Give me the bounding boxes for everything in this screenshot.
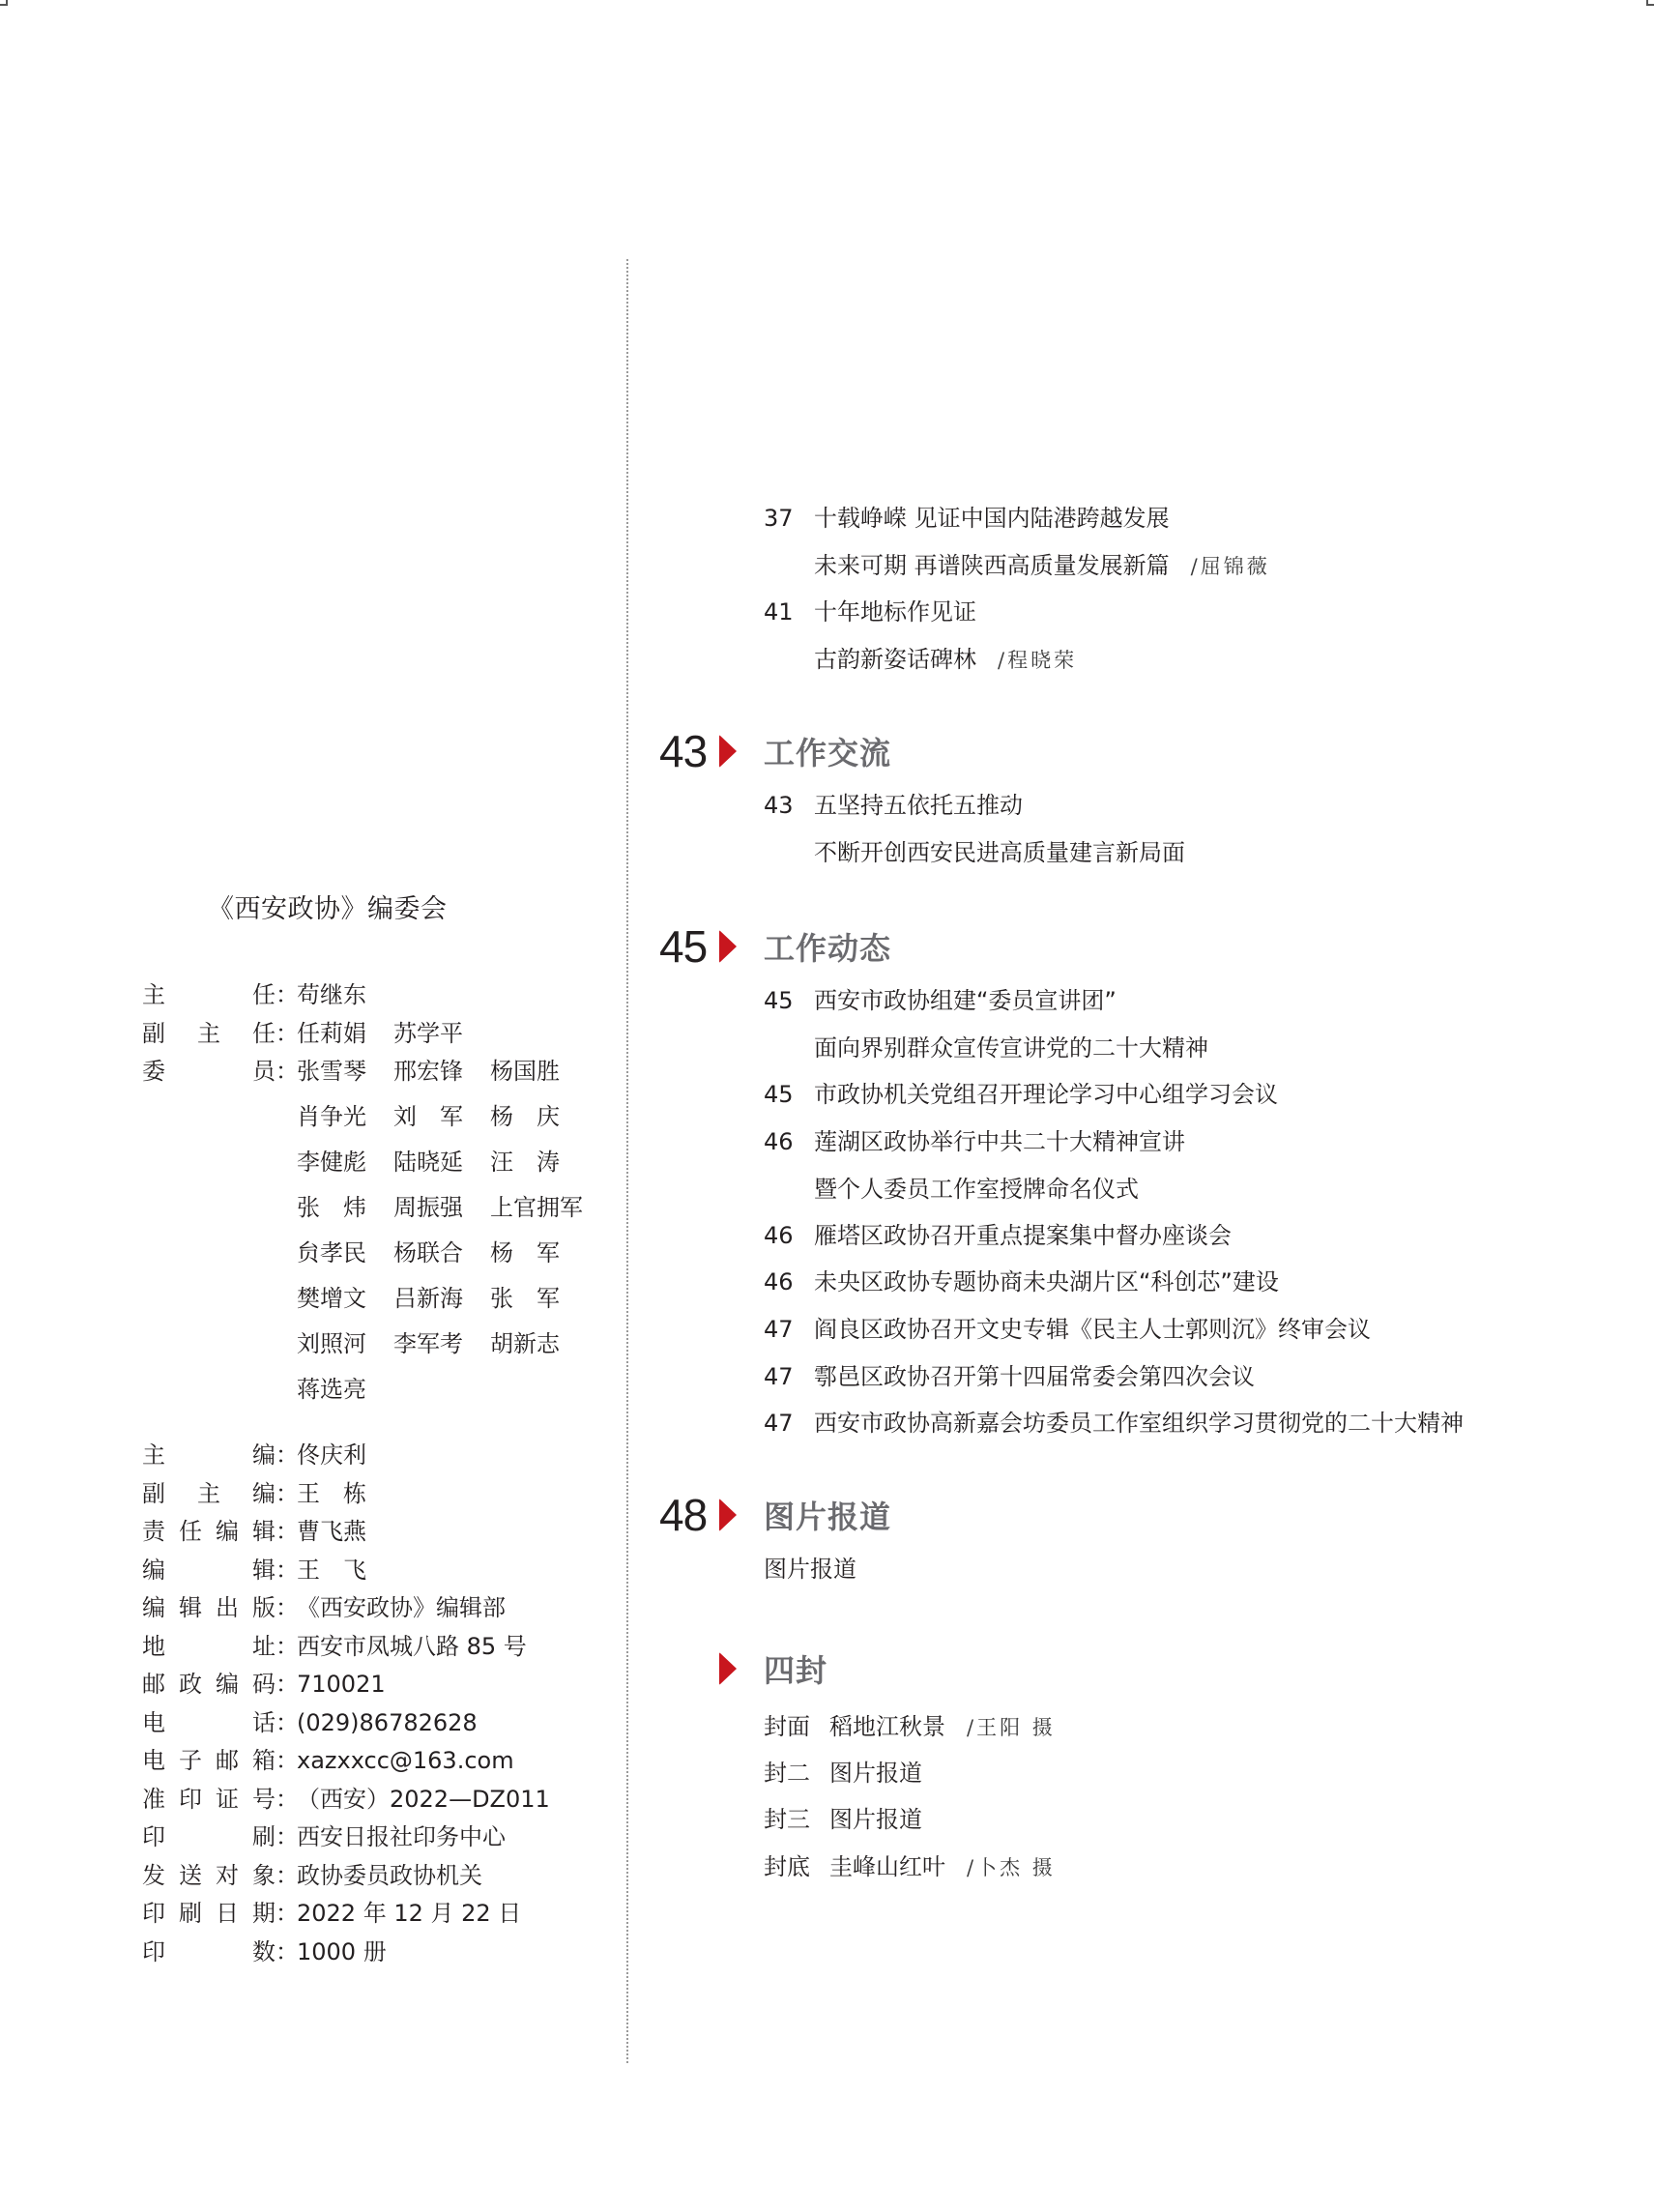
triangle-right-icon [719,735,737,768]
members-row [142,1053,596,1412]
toc-entry[interactable] [764,786,1023,820]
info-value: 1000 册 [297,1937,387,1965]
toc-author: /程晓荣 [998,649,1078,672]
toc-entry[interactable] [764,1357,1255,1391]
label-char: 员 [252,1058,276,1085]
colon: ： [276,1671,299,1698]
toc-title: 五坚持五依托五推动 [814,792,1023,819]
label-char: 刷 [179,1900,202,1927]
info-value: (029)86782628 [297,1708,478,1736]
info-value: 王 飞 [297,1556,366,1584]
toc-page-number: 43 [764,792,794,819]
toc-entry[interactable] [764,1550,856,1584]
crop-mark-top-left [0,0,8,6]
triangle-right-icon [719,1499,737,1531]
toc-page-number: 47 [764,1363,794,1390]
cover-entry[interactable] [764,1848,1056,1881]
info-row [142,1513,550,1552]
colon: ： [276,981,299,1008]
info-value: 曹飞燕 [297,1518,366,1545]
toc-page-number: 45 [764,1081,794,1108]
info-row [142,1589,550,1628]
info-value: 710021 [297,1671,386,1698]
toc-title: 西安市政协组建“委员宣讲团” [814,987,1117,1014]
toc-page-number: 46 [764,1268,794,1295]
colon: ： [276,1937,299,1965]
member-name: 杨 庆 [490,1103,560,1130]
label-char: 邮 [216,1747,239,1774]
label-char: 责 [142,1518,165,1545]
toc-title: 圭峰山红叶 [829,1853,945,1880]
toc-title: 鄠邑区政协召开第十四届常委会第四次会议 [814,1363,1255,1390]
label-char: 主 [197,1479,220,1507]
label-char: 地 [142,1632,165,1660]
member-name: 陆晓延 [393,1149,463,1176]
deputy-director-label [142,1015,276,1054]
label-char: 象 [252,1861,276,1889]
section-title: 工作交流 [764,735,892,771]
colon: ： [276,1708,299,1736]
label-char: 主 [142,981,165,1008]
info-label [142,1857,276,1896]
cover-label: 封底 [764,1853,810,1880]
toc-entry[interactable] [764,1404,1464,1438]
colon: ： [276,1019,299,1047]
member-name: 吕新海 [393,1285,463,1312]
label-char: 任 [252,981,276,1008]
section-title: 四封 [764,1652,828,1689]
toc-entry[interactable] [764,546,1270,580]
section-header[interactable] [659,1646,827,1691]
toc-entry[interactable] [764,1310,1371,1344]
toc-entry[interactable] [764,1216,1232,1250]
member-name: 樊增文 [297,1285,366,1312]
member-name: 张 军 [490,1285,560,1312]
toc-title: 图片报道 [829,1760,922,1787]
label-char: 任 [252,1019,276,1047]
label-char: 数 [252,1937,276,1965]
section-header[interactable] [659,725,891,777]
crop-mark-top-right [1646,0,1654,6]
label-char: 辑 [252,1518,276,1545]
info-row [142,1437,550,1475]
editorial-board [142,976,596,1412]
cover-entry[interactable] [764,1707,1056,1741]
toc-title: 未央区政协专题协商未央湖片区“科创芯”建设 [814,1268,1279,1295]
member-name: 贠孝民 [297,1239,366,1266]
label-char: 编 [252,1479,276,1507]
label-char: 邮 [142,1671,165,1698]
label-char: 址 [252,1632,276,1660]
toc-title: 稻地江秋景 [829,1713,945,1740]
toc-title: 古韵新姿话碑林 [814,646,976,673]
colon: ： [276,1861,299,1889]
member-name: 汪 涛 [490,1149,560,1176]
colon: ： [276,1058,299,1085]
info-label [142,1437,276,1475]
toc-entry[interactable] [764,833,1185,867]
toc-entry[interactable] [764,1075,1278,1109]
section-header[interactable] [659,1489,891,1541]
colon: ： [276,1823,299,1850]
label-char: 日 [216,1900,239,1927]
colon: ： [276,1479,299,1507]
toc-entry[interactable] [764,640,1077,674]
info-label [142,1895,276,1934]
colon: ： [276,1518,299,1545]
info-label [142,1513,276,1552]
toc-page-number: 46 [764,1128,794,1155]
toc-title: 图片报道 [764,1556,856,1583]
toc-title: 不断开创西安民进高质量建言新局面 [814,839,1185,866]
section-title: 图片报道 [764,1499,892,1535]
label-char: 号 [252,1785,276,1813]
toc-title: 未来可期 再谱陕西高质量发展新篇 [814,552,1170,579]
label-char: 电 [142,1708,165,1736]
label-char: 编 [216,1518,239,1545]
info-label [142,1742,276,1781]
member-name: 李健彪 [297,1149,366,1176]
toc-page-number: 46 [764,1222,794,1249]
member-name: 刘照河 [297,1330,366,1357]
toc-entry[interactable] [764,981,1117,1015]
colon: ： [276,1556,299,1584]
director-name: 苟继东 [297,981,366,1008]
info-value: 政协委员政协机关 [297,1861,482,1889]
label-char: 主 [142,1441,165,1469]
label-char: 版 [252,1594,276,1621]
colon: ： [276,1747,299,1774]
info-value: （西安）2022—DZ011 [297,1785,550,1813]
colon: ： [276,1632,299,1660]
section-title: 工作动态 [764,930,892,967]
members-label [142,1053,276,1091]
info-value: 王 栋 [297,1479,366,1507]
member-name: 刘 军 [393,1103,463,1130]
triangle-right-icon [719,1652,737,1685]
publication-info [142,1437,550,1971]
label-char: 话 [252,1708,276,1736]
toc-author: /王阳 摄 [967,1716,1056,1739]
info-label [142,1552,276,1590]
member-name: 李军考 [393,1330,463,1357]
info-value: 2022 年 12 月 22 日 [297,1900,522,1927]
label-char: 编 [142,1594,165,1621]
label-char: 副 [142,1019,165,1047]
director-label [142,976,276,1015]
label-char: 副 [142,1479,165,1507]
info-value[interactable]: xazxxcc@163.com [297,1747,514,1774]
member-name: 杨国胜 [490,1058,560,1085]
label-char: 印 [142,1937,165,1965]
label-char: 任 [179,1518,202,1545]
info-row [142,1666,550,1704]
member-name: 邢宏锋 [393,1058,463,1085]
toc-author: /屈锦薇 [1190,555,1270,578]
cover-label: 封面 [764,1713,810,1740]
info-label [142,1934,276,1972]
info-row [142,1742,550,1781]
label-char: 辑 [179,1594,202,1621]
toc-title: 市政协机关党组召开理论学习中心组学习会议 [814,1081,1278,1108]
info-label [142,1628,276,1667]
colon: ： [276,1441,299,1469]
label-char: 刷 [252,1823,276,1850]
label-char: 主 [197,1019,220,1047]
section-page-number: 45 [659,921,708,972]
label-char: 出 [216,1594,239,1621]
masthead-title: 《西安政协》编委会 [208,894,448,924]
members-list [297,1049,596,1412]
toc-title: 十年地标作见证 [814,598,976,626]
info-label [142,1475,276,1514]
member-name: 杨 军 [490,1239,560,1266]
toc-entry[interactable] [764,1263,1279,1296]
cover-entry[interactable] [764,1800,922,1834]
label-char: 箱 [252,1747,276,1774]
info-value: 西安日报社印务中心 [297,1823,506,1850]
info-row [142,1934,550,1972]
info-row [142,1781,550,1819]
toc-title: 雁塔区政协召开重点提案集中督办座谈会 [814,1222,1232,1249]
cover-entry[interactable] [764,1754,922,1788]
label-char: 编 [252,1441,276,1469]
toc-entry[interactable] [764,1029,1208,1062]
cover-label: 封三 [764,1806,810,1833]
info-value: 西安市凤城八路 85 号 [297,1632,527,1660]
toc-title: 暨个人委员工作室授牌命名仪式 [814,1176,1139,1203]
column-divider [626,259,628,2063]
label-char: 政 [179,1671,202,1698]
toc-page-number: 37 [764,505,794,532]
member-name: 周振强 [393,1194,463,1221]
toc-page-number: 41 [764,598,794,626]
colon: ： [276,1900,299,1927]
info-value: 《西安政协》编辑部 [297,1594,506,1621]
director-row [142,976,596,1015]
colon: ： [276,1785,299,1813]
member-name: 张 炜 [297,1194,366,1221]
toc-title: 阎良区政协召开文史专辑《民主人士郭则沉》终审会议 [814,1316,1371,1343]
label-char: 委 [142,1058,165,1085]
info-row [142,1475,550,1514]
member-name: 肖争光 [297,1103,366,1130]
member-name: 上官拥军 [490,1194,583,1221]
section-header[interactable] [659,920,891,973]
info-row [142,1704,550,1743]
label-char: 准 [142,1785,165,1813]
info-label [142,1781,276,1819]
deputy-director-name: 任莉娟 [297,1019,366,1047]
toc-title: 图片报道 [829,1806,922,1833]
label-char: 子 [179,1747,202,1774]
label-char: 辑 [252,1556,276,1584]
colon: ： [276,1594,299,1621]
info-row [142,1552,550,1590]
info-value: 佟庆利 [297,1441,366,1469]
label-char: 编 [142,1556,165,1584]
info-row [142,1857,550,1896]
info-row [142,1819,550,1857]
info-row [142,1895,550,1934]
member-name: 蒋选亮 [297,1376,366,1403]
label-char: 印 [179,1785,202,1813]
member-name: 张雪琴 [297,1058,366,1085]
triangle-right-icon [719,930,737,963]
info-label [142,1704,276,1743]
info-label [142,1666,276,1704]
label-char: 期 [252,1900,276,1927]
label-char: 证 [216,1785,239,1813]
label-char: 电 [142,1747,165,1774]
toc-title: 十载峥嵘 见证中国内陆港跨越发展 [814,505,1170,532]
toc-entry[interactable] [764,1122,1185,1156]
label-char: 印 [142,1823,165,1850]
toc-entry[interactable] [764,1170,1139,1204]
toc-page-number: 45 [764,987,794,1014]
toc-title: 西安市政协高新嘉会坊委员工作室组织学习贯彻党的二十大精神 [814,1410,1464,1437]
label-char: 对 [216,1861,239,1889]
toc-title: 莲湖区政协举行中共二十大精神宣讲 [814,1128,1185,1155]
toc-author: /卜杰 摄 [967,1856,1056,1879]
info-label [142,1589,276,1628]
toc-page-number: 47 [764,1410,794,1437]
member-name: 杨联合 [393,1239,463,1266]
info-row [142,1628,550,1667]
label-char: 送 [179,1861,202,1889]
toc-entry[interactable] [764,499,1170,533]
label-char: 编 [216,1671,239,1698]
label-char: 印 [142,1900,165,1927]
cover-label: 封二 [764,1760,810,1787]
member-name: 胡新志 [490,1330,560,1357]
toc-title: 面向界别群众宣传宣讲党的二十大精神 [814,1034,1208,1062]
toc-entry[interactable] [764,593,976,626]
toc-page-number: 47 [764,1316,794,1343]
info-label [142,1819,276,1857]
section-page-number: 48 [659,1490,708,1540]
label-char: 码 [252,1671,276,1698]
deputy-director-row [142,1015,596,1054]
deputy-director-name: 苏学平 [393,1019,463,1047]
section-page-number: 43 [659,726,708,776]
label-char: 发 [142,1861,165,1889]
